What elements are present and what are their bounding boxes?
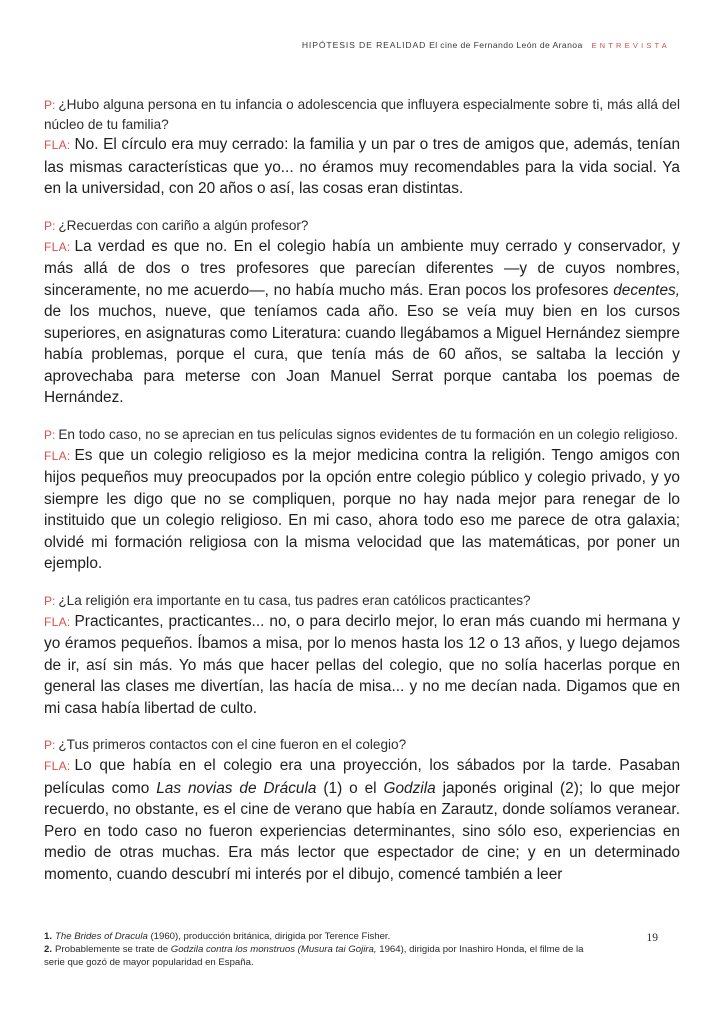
question-label: P: bbox=[44, 218, 56, 233]
film-title: Godzila bbox=[383, 779, 436, 797]
question bbox=[44, 735, 680, 755]
question-label: P: bbox=[44, 738, 56, 752]
question-label: P: bbox=[44, 427, 56, 442]
answer-text: La verdad es que no. En el colegio había un ambiente muy cerrado y conservador, y más allá de dos o tres profesores que parecían diferentes —y de cuyos nombres, sinceramente, no me acuerdo—, no había mucho más. Eran pocos los profesores bbox=[44, 237, 680, 299]
footnote-text: 1964), dirigida por Inashiro Honda, el filme de la serie que gozó de mayor popularidad en España. bbox=[44, 944, 584, 968]
section-label: ENTREVISTA bbox=[591, 41, 670, 50]
answer-label: FLA: bbox=[44, 448, 71, 463]
running-header bbox=[302, 40, 670, 50]
answer bbox=[44, 445, 680, 575]
question bbox=[44, 216, 680, 236]
qa-block bbox=[44, 425, 680, 575]
question bbox=[44, 95, 680, 134]
answer-text: japonés original (2); lo que mejor recuerdo, no obstante, es el cine de verano que había en Zarautz, donde solíamos veranear. Pero en todo caso no fueron experiencias determinantes, sino sólo eso, experiencias en medio de otras muchas. Era más lector que espectador de cine; y en un determinado momento, cuando descubrí mi interés por el dibujo, comencé también a leer bbox=[44, 779, 681, 883]
qa-block bbox=[44, 95, 680, 200]
answer bbox=[44, 236, 680, 409]
answer-text: No. El círculo era muy cerrado: la familia y un par o tres de amigos que, además, tenían las mismas características que yo... no éramos muy recomendables para la vida social. Ya en la universidad, con 20 años o así, las cosas eran distintas. bbox=[44, 136, 680, 197]
answer-text: Lo que había en el colegio era una proyección, los sábados por la tarde. Pasaban películas como bbox=[44, 757, 680, 797]
interview-body bbox=[44, 95, 680, 901]
question-text: ¿Hubo alguna persona en tu infancia o adolescencia que influyera especialmente sobre ti, más allá del núcleo de tu familia? bbox=[44, 97, 680, 132]
book-title: HIPÓTESIS DE REALIDAD bbox=[301, 40, 427, 50]
footnote-number: 1. bbox=[44, 931, 53, 942]
question-text: ¿Recuerdas con cariño a algún profesor? bbox=[58, 217, 309, 233]
question bbox=[44, 425, 680, 445]
question-text: En todo caso, no se aprecian en tus películas signos evidentes de tu formación en un colegio religioso. bbox=[58, 426, 679, 442]
qa-block bbox=[44, 216, 680, 409]
answer-text: (1) o el bbox=[316, 779, 384, 797]
question bbox=[44, 591, 680, 611]
footnote-title: Godzila contra los monstruos (Musura tai Gojira, bbox=[170, 944, 377, 955]
answer-text: de los muchos, nueve, que teníamos cada año. Eso se veía muy bien en los cursos superiores, en asignaturas como Literatura: cuando llegábamos a Miguel Hernández siempre había problemas, porque el cura, que tenía más de 60 años, se saltaba la lección y aprovechaba para meterse con Joan Manuel Serrat porque cantaba los poemas de Hernández. bbox=[44, 303, 680, 406]
footnotes bbox=[44, 930, 604, 969]
question-label: P: bbox=[44, 593, 56, 608]
answer-label: FLA: bbox=[44, 614, 71, 629]
footnote bbox=[44, 943, 604, 969]
footnote-title: The Brides of Dracula bbox=[55, 931, 148, 942]
answer-text: Es que un colegio religioso es la mejor medicina contra la religión. Tengo amigos con hijos pequeños muy preocupados por la opción entre colegio público y colegio privado, y yo siempre les digo que no se compliquen, porque no hay nada mejor para renegar de lo instituido que un colegio religioso. En mi caso, ahora todo eso me parece de otra galaxia; olvidé mi formación religiosa con la misma velocidad que las matemáticas, por poner un ejemplo. bbox=[44, 446, 680, 572]
book-subtitle: El cine de Fernando León de Aranoa bbox=[429, 40, 583, 50]
footnote-text: Probablemente se trate de bbox=[55, 944, 171, 955]
answer-text: Practicantes, practicantes... no, o para decirlo mejor, lo eran más cuando mi hermana y yo éramos pequeños. Íbamos a misa, por lo menos hasta los 12 o 13 años, y luego dejamos de ir, así sin más. Yo más que hacer pellas del colegio, que no solía hacerlas porque en general las clases me divertían, las hacía de misa... y no me decían nada. Digamos que en mi casa había libertad de culto. bbox=[44, 612, 680, 717]
answer-label: FLA: bbox=[44, 138, 71, 152]
answer-label: FLA: bbox=[44, 239, 71, 254]
film-title: Las novias de Drácula bbox=[156, 779, 317, 797]
qa-block bbox=[44, 735, 680, 885]
footnote-text: (1960), producción británica, dirigida por Terence Fisher. bbox=[147, 931, 391, 942]
question-label: P: bbox=[44, 98, 56, 112]
question-text: ¿Tus primeros contactos con el cine fueron en el colegio? bbox=[58, 737, 407, 752]
answer bbox=[44, 134, 680, 200]
qa-block bbox=[44, 591, 680, 720]
answer-italic: decentes, bbox=[613, 281, 680, 299]
answer bbox=[44, 755, 680, 885]
question-text: ¿La religión era importante en tu casa, tus padres eran católicos practicantes? bbox=[58, 592, 531, 608]
footnote-number: 2. bbox=[44, 944, 53, 955]
footnote bbox=[44, 930, 604, 943]
answer bbox=[44, 611, 680, 720]
answer-label: FLA: bbox=[44, 759, 71, 773]
page-number: 19 bbox=[646, 932, 658, 944]
